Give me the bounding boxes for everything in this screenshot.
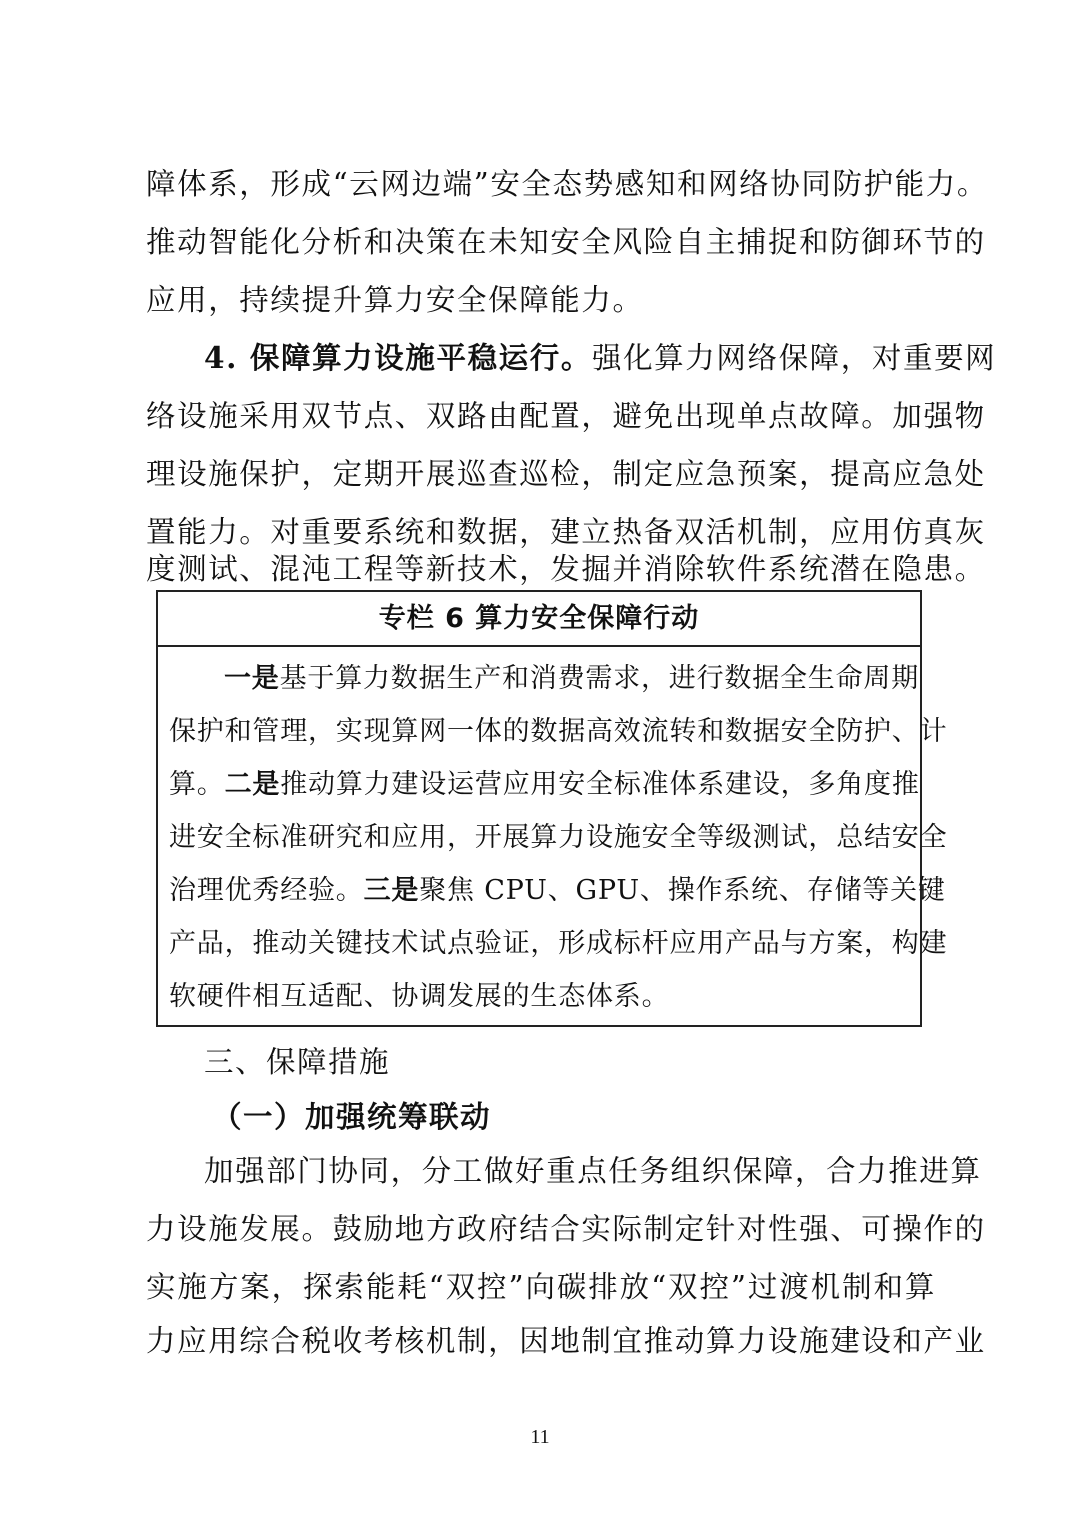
para2-lead-bold: 4. 保障算力设施平稳运行。 [204,340,592,375]
para3-line-4: 力应用综合税收考核机制，因地制宜推动算力设施建设和产业 [146,1324,986,1358]
para3-line-1: 加强部门协同，分工做好重点任务组织保障，合力推进算 [204,1154,982,1188]
para2-line-3: 理设施保护，定期开展巡查巡检，制定应急预案，提高应急处 [146,457,986,491]
box-line-6: 产品，推动关键技术试点验证，形成标杆应用产品与方案，构建 [169,928,948,959]
box-line-5-pre: 治理优秀经验。 [169,875,364,906]
para3-line-2: 力设施发展。鼓励地方政府结合实际制定针对性强、可操作的 [146,1212,986,1246]
para2-line-4: 置能力。对重要系统和数据，建立热备双活机制，应用仿真灰 [146,515,986,549]
para2-line-5: 度测试、混沌工程等新技术，发掘并消除软件系统潜在隐患。 [146,552,986,586]
column-box [156,590,948,1027]
box-line-4: 进安全标准研究和应用，开展算力设施安全等级测试，总结安全 [169,822,948,853]
box-line-1-text: 基于算力数据生产和消费需求，进行数据全生命周期 [279,663,920,694]
para2-lead-rest: 强化算力网络保障，对重要网 [591,341,997,375]
para2-line-1 [204,329,997,387]
para1-line-1: 障体系，形成“云网边端”安全态势感知和网络协同防护能力。 [146,167,988,201]
para1-line-2: 推动智能化分析和决策在未知安全风险自主捕捉和防御环节的 [146,225,986,259]
section-heading: 三、保障措施 [204,1045,391,1079]
box-line-1 [224,652,920,705]
box-line-3-text: 推动算力建设运营应用安全标准体系建设，多角度推 [280,769,920,800]
para2-line-2: 络设施采用双节点、双路由配置，避免出现单点故障。加强物 [146,399,986,433]
box-line-5 [169,864,946,917]
box-line-7: 软硬件相互适配、协调发展的生态体系。 [169,981,670,1012]
para1-line-3: 应用，持续提升算力安全保障能力。 [146,283,644,317]
box-line-3-pre: 算。 [169,769,225,800]
box-line-3 [169,758,920,811]
para3-line-3: 实施方案，探索能耗“双控”向碳排放“双控”过渡机制和算 [146,1270,936,1304]
box-line-5-text: 聚焦 CPU、GPU、操作系统、存储等关键 [419,875,946,906]
subsection-heading: （一）加强统筹联动 [212,1099,492,1134]
column-box-title: 专栏 6 算力安全保障行动 [158,592,920,647]
box-marker-3: 三是 [363,875,420,906]
page-number: 11 [530,1426,550,1448]
box-marker-2: 二是 [224,769,281,800]
box-marker-1: 一是 [224,663,280,694]
box-line-2: 保护和管理，实现算网一体的数据高效流转和数据安全防护、计 [169,716,948,747]
